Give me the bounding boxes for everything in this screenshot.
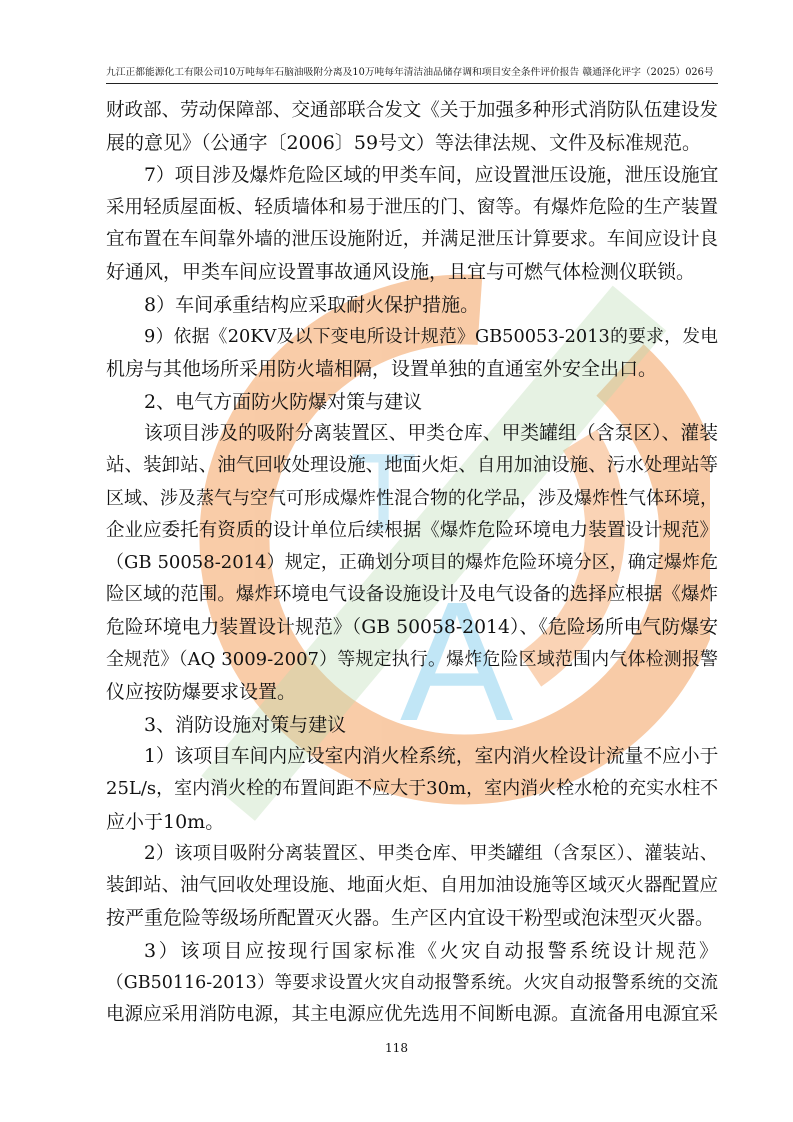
paragraph-line: （GB 50058-2014）规定，正确划分项目的爆炸危险环境分区，确定爆炸危 <box>106 552 718 574</box>
document-body <box>106 95 718 1032</box>
paragraph-line: 电源应采用消防电源，其主电源应优先选用不间断电源。直流备用电源宜采 <box>106 1004 718 1026</box>
paragraph-line: 好通风，甲类车间应设置事故通风设施，且宜与可燃气体检测仪联锁。 <box>106 261 696 284</box>
watermark-letter-t: T <box>350 431 418 554</box>
paragraph-line: 25L/s，室内消火栓的布置间距不应大于30m，室内消火栓水枪的充实水柱不 <box>106 778 719 800</box>
paragraph-line: 险区域的范围。爆炸环境电气设备设施设计及电气设备的选择应根据《爆炸 <box>106 584 718 606</box>
paragraph-line: 展的意见》（公通字〔2006〕59号文）等法律法规、文件及标准规范。 <box>106 132 702 155</box>
page-header: 九江正都能源化工有限公司10万吨每年石脑油吸附分离及10万吨每年清洁油品储存调和项目安全条件评价报告 赣通泽化评字（2025）026号 <box>106 67 714 78</box>
paragraph-line: 1）该项目车间内应设室内消火栓系统，室内消火栓设计流量不应小于 <box>144 745 719 767</box>
paragraph-line: 机房与其他场所采用防火墙相隔，设置单独的直通室外安全出口。 <box>106 358 658 381</box>
paragraph-line: 8）车间承重结构应采取耐火保护措施。 <box>144 293 480 316</box>
paragraph-line: 危险环境电力装置设计规范》（GB 50058-2014）、《危险场所电气防爆安 <box>106 616 718 638</box>
section-heading: 2、电气方面防火防爆对策与建议 <box>144 390 423 413</box>
paragraph-line: 区域、涉及蒸气与空气可形成爆炸性混合物的化学品，涉及爆炸性气体环境， <box>106 487 718 509</box>
paragraph-line: （GB50116-2013）等要求设置火灾自动报警系统。火灾自动报警系统的交流 <box>106 973 718 994</box>
paragraph-line: 9）依据《20KV及以下变电所设计规范》GB50053-2013的要求，发电 <box>144 327 718 348</box>
paragraph-line: 2）该项目吸附分离装置区、甲类仓库、甲类罐组（含泵区）、灌装站、 <box>144 842 718 864</box>
watermark-letter-a: A <box>400 567 514 757</box>
paragraph-line: 仪应按防爆要求设置。 <box>106 681 297 704</box>
paragraph-line: 财政部、劳动保障部、交通部联合发文《关于加强多种形式消防队伍建设发 <box>106 100 718 121</box>
paragraph-line: 宜布置在车间靠外墙的泄压设施附近，并满足泄压计算要求。车间应设计良 <box>106 229 718 251</box>
paragraph-line: 装卸站、油气回收处理设施、地面火炬、自用加油设施等区域灭火器配置应 <box>106 875 718 897</box>
section-heading: 3、消防设施对策与建议 <box>144 713 347 736</box>
paragraph-line: 应小于10m。 <box>106 810 225 833</box>
paragraph-line: 站、装卸站、油气回收处理设施、地面火炬、自用加油设施、污水处理站等 <box>106 455 718 477</box>
paragraph-line: 7）项目涉及爆炸危险区域的甲类车间，应设置泄压设施，泄压设施宜 <box>144 164 719 186</box>
header-divider <box>106 83 718 84</box>
page-number: 118 <box>385 1041 408 1055</box>
paragraph-line: 全规范》（AQ 3009-2007）等规定执行。爆炸危险区域范围内气体检测报警 <box>106 649 718 671</box>
paragraph-line: 3）该项目应按现行国家标准《火灾自动报警系统设计规范》 <box>144 939 718 962</box>
paragraph-line: 采用轻质屋面板、轻质墙体和易于泄压的门、窗等。有爆炸危险的生产装置 <box>106 196 718 218</box>
paragraph-line: 按严重危险等级场所配置灭火器。生产区内宜设干粉型或泡沫型灭火器。 <box>106 907 715 930</box>
paragraph-line: 该项目涉及的吸附分离装置区、甲类仓库、甲类罐组（含泵区）、灌装 <box>144 422 718 444</box>
paragraph-line: 企业应委托有资质的设计单位后续根据《爆炸危险环境电力装置设计规范》 <box>106 519 718 541</box>
